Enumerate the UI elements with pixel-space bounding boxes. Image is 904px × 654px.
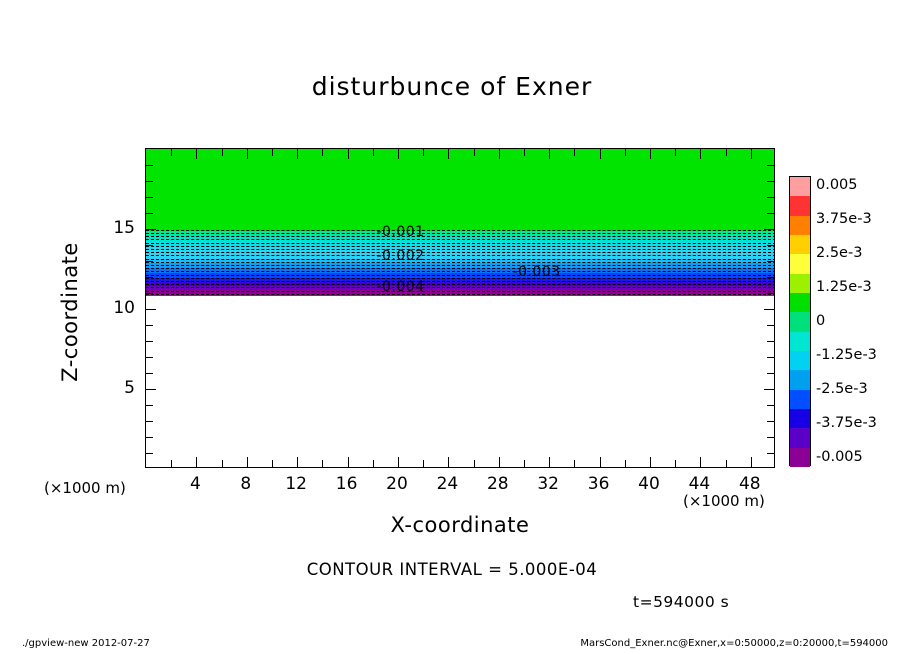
x-tick: [222, 149, 223, 156]
x-tick: [222, 460, 223, 467]
chart-title: disturbunce of Exner: [311, 72, 593, 101]
colorbar-cell: [790, 409, 810, 428]
y-tick: [764, 389, 774, 390]
x-tick-label: 4: [189, 474, 201, 494]
x-tick-label: 20: [386, 474, 408, 494]
y-tick-label: 15: [113, 218, 135, 238]
x-tick: [272, 149, 273, 156]
x-tick: [726, 460, 727, 467]
contour-line: [146, 268, 775, 269]
y-tick: [764, 229, 774, 230]
contour-line: [146, 249, 775, 250]
colorbar-cell: [790, 390, 810, 409]
y-tick: [767, 261, 774, 262]
footer-right: MarsCond_Exner.nc@Exner,x=0:50000,z=0:20000,t=594000: [580, 638, 888, 649]
y-tick: [767, 293, 774, 294]
x-units-left: (×1000 m): [44, 479, 126, 497]
contour-label: -0.004: [376, 278, 425, 295]
time-caption: t=594000 s: [633, 593, 730, 611]
x-tick: [751, 457, 752, 467]
x-tick: [499, 457, 500, 467]
x-tick: [423, 460, 424, 467]
y-tick: [146, 405, 153, 406]
x-tick: [600, 457, 601, 467]
contour-line: [146, 233, 775, 234]
y-tick: [146, 165, 153, 166]
y-tick: [146, 453, 153, 454]
y-tick: [767, 277, 774, 278]
x-tick-label: 16: [335, 474, 358, 494]
colorbar-cell: [790, 448, 810, 467]
contour-line: [146, 230, 775, 231]
x-tick: [398, 149, 399, 159]
colorbar-tick-label: 3.75e-3: [816, 211, 872, 227]
y-tick: [767, 453, 774, 454]
plot-area: [145, 148, 775, 468]
contour-label: -0.001: [376, 224, 425, 241]
colorbar-cell: [790, 216, 810, 235]
x-tick-label: 24: [436, 474, 459, 494]
x-tick: [625, 149, 626, 156]
x-tick: [297, 149, 298, 159]
x-axis-title: X-coordinate: [390, 513, 530, 537]
x-tick: [726, 149, 727, 156]
x-tick: [700, 149, 701, 159]
y-tick: [146, 309, 156, 310]
colorbar-tick-label: 1.25e-3: [816, 279, 872, 295]
x-tick: [675, 149, 676, 156]
x-tick-label: 8: [240, 474, 252, 494]
x-tick: [247, 149, 248, 159]
colorbar-cell: [790, 254, 810, 273]
y-tick: [767, 197, 774, 198]
y-axis-title: Z-coordinate: [58, 242, 82, 382]
colorbar-tick-label: -3.75e-3: [816, 415, 877, 431]
x-tick-label: 48: [738, 474, 761, 494]
colorbar-cell: [790, 293, 810, 312]
y-tick: [767, 325, 774, 326]
y-tick: [767, 165, 774, 166]
y-tick: [146, 181, 153, 182]
y-tick: [146, 213, 153, 214]
colorbar-tick-label: 2.5e-3: [816, 245, 863, 261]
y-tick: [146, 293, 153, 294]
x-units-right: (×1000 m): [683, 492, 765, 510]
y-tick: [767, 341, 774, 342]
colorbar-cell: [790, 235, 810, 254]
x-tick: [373, 460, 374, 467]
contour-line: [146, 239, 775, 240]
colorbar-cell: [790, 428, 810, 447]
x-tick: [474, 460, 475, 467]
x-tick: [196, 457, 197, 467]
y-tick: [146, 437, 153, 438]
contour-line: [146, 271, 775, 272]
y-tick: [146, 197, 153, 198]
x-tick-label: 44: [688, 474, 711, 494]
y-tick: [146, 341, 153, 342]
x-tick: [171, 149, 172, 156]
y-tick: [146, 325, 153, 326]
x-tick-label: 40: [638, 474, 660, 494]
contour-field: [146, 149, 774, 467]
y-tick: [146, 261, 153, 262]
y-tick: [146, 357, 153, 358]
contour-line: [146, 284, 775, 285]
contour-line: [146, 236, 775, 237]
contour-line: [146, 281, 775, 282]
colorbar-cell: [790, 274, 810, 293]
contour-line: [146, 291, 775, 292]
colorbar: [789, 176, 811, 466]
x-tick: [272, 460, 273, 467]
x-tick: [574, 149, 575, 156]
y-tick: [767, 213, 774, 214]
x-tick: [751, 149, 752, 159]
y-tick: [767, 405, 774, 406]
colorbar-cell: [790, 312, 810, 331]
x-tick: [524, 149, 525, 156]
x-tick-label: 32: [537, 474, 560, 494]
y-tick: [146, 229, 156, 230]
x-tick: [600, 149, 601, 159]
x-tick: [625, 460, 626, 467]
footer-left: ./gpview-new 2012-07-27: [22, 638, 150, 649]
contour-line: [146, 265, 775, 266]
colorbar-cell: [790, 196, 810, 215]
y-tick-label: 10: [113, 298, 135, 318]
contour-line: [146, 255, 775, 256]
x-tick: [549, 457, 550, 467]
y-tick: [146, 245, 153, 246]
contour-line: [146, 259, 775, 260]
contour-line: [146, 246, 775, 247]
y-tick: [767, 421, 774, 422]
contour-label: -0.003: [512, 264, 561, 281]
contour-line: [146, 278, 775, 279]
x-tick: [499, 149, 500, 159]
y-tick: [146, 373, 153, 374]
x-tick: [373, 149, 374, 156]
colorbar-tick-label: -0.005: [816, 449, 863, 465]
y-tick: [146, 277, 153, 278]
x-tick: [650, 457, 651, 467]
y-tick: [146, 389, 156, 390]
y-tick: [767, 437, 774, 438]
x-tick: [398, 457, 399, 467]
y-tick: [767, 357, 774, 358]
colorbar-tick-label: -2.5e-3: [816, 381, 868, 397]
x-tick: [247, 457, 248, 467]
x-tick: [650, 149, 651, 159]
y-tick-label: 5: [124, 378, 135, 398]
colorbar-cell: [790, 370, 810, 389]
colorbar-cell: [790, 332, 810, 351]
x-tick: [700, 457, 701, 467]
contour-line: [146, 287, 775, 288]
x-tick: [448, 149, 449, 159]
contour-line: [146, 275, 775, 276]
colorbar-cell: [790, 351, 810, 370]
y-tick: [767, 373, 774, 374]
contour-interval-caption: CONTOUR INTERVAL = 5.000E-04: [306, 560, 598, 579]
x-tick: [423, 149, 424, 156]
y-tick: [764, 309, 774, 310]
x-tick: [297, 457, 298, 467]
contour-band: [146, 149, 775, 231]
contour-line: [146, 294, 775, 295]
colorbar-tick-label: 0: [816, 313, 826, 329]
colorbar-cell: [790, 177, 810, 196]
x-tick: [524, 460, 525, 467]
x-tick-label: 36: [587, 474, 610, 494]
y-tick: [146, 421, 153, 422]
x-tick: [322, 149, 323, 156]
x-tick: [322, 460, 323, 467]
contour-line: [146, 262, 775, 263]
x-tick: [171, 460, 172, 467]
x-tick: [474, 149, 475, 156]
colorbar-tick-label: 0.005: [816, 177, 858, 193]
contour-line: [146, 243, 775, 244]
x-tick: [348, 149, 349, 159]
colorbar-tick-label: -1.25e-3: [816, 347, 877, 363]
x-tick: [675, 460, 676, 467]
x-tick-label: 12: [285, 474, 308, 494]
x-tick: [448, 457, 449, 467]
x-tick: [348, 457, 349, 467]
x-tick-label: 28: [486, 474, 509, 494]
x-tick: [196, 149, 197, 159]
y-tick: [767, 245, 774, 246]
contour-line: [146, 252, 775, 253]
y-tick: [767, 181, 774, 182]
x-tick: [549, 149, 550, 159]
x-tick: [574, 460, 575, 467]
contour-label: -0.002: [376, 248, 425, 265]
